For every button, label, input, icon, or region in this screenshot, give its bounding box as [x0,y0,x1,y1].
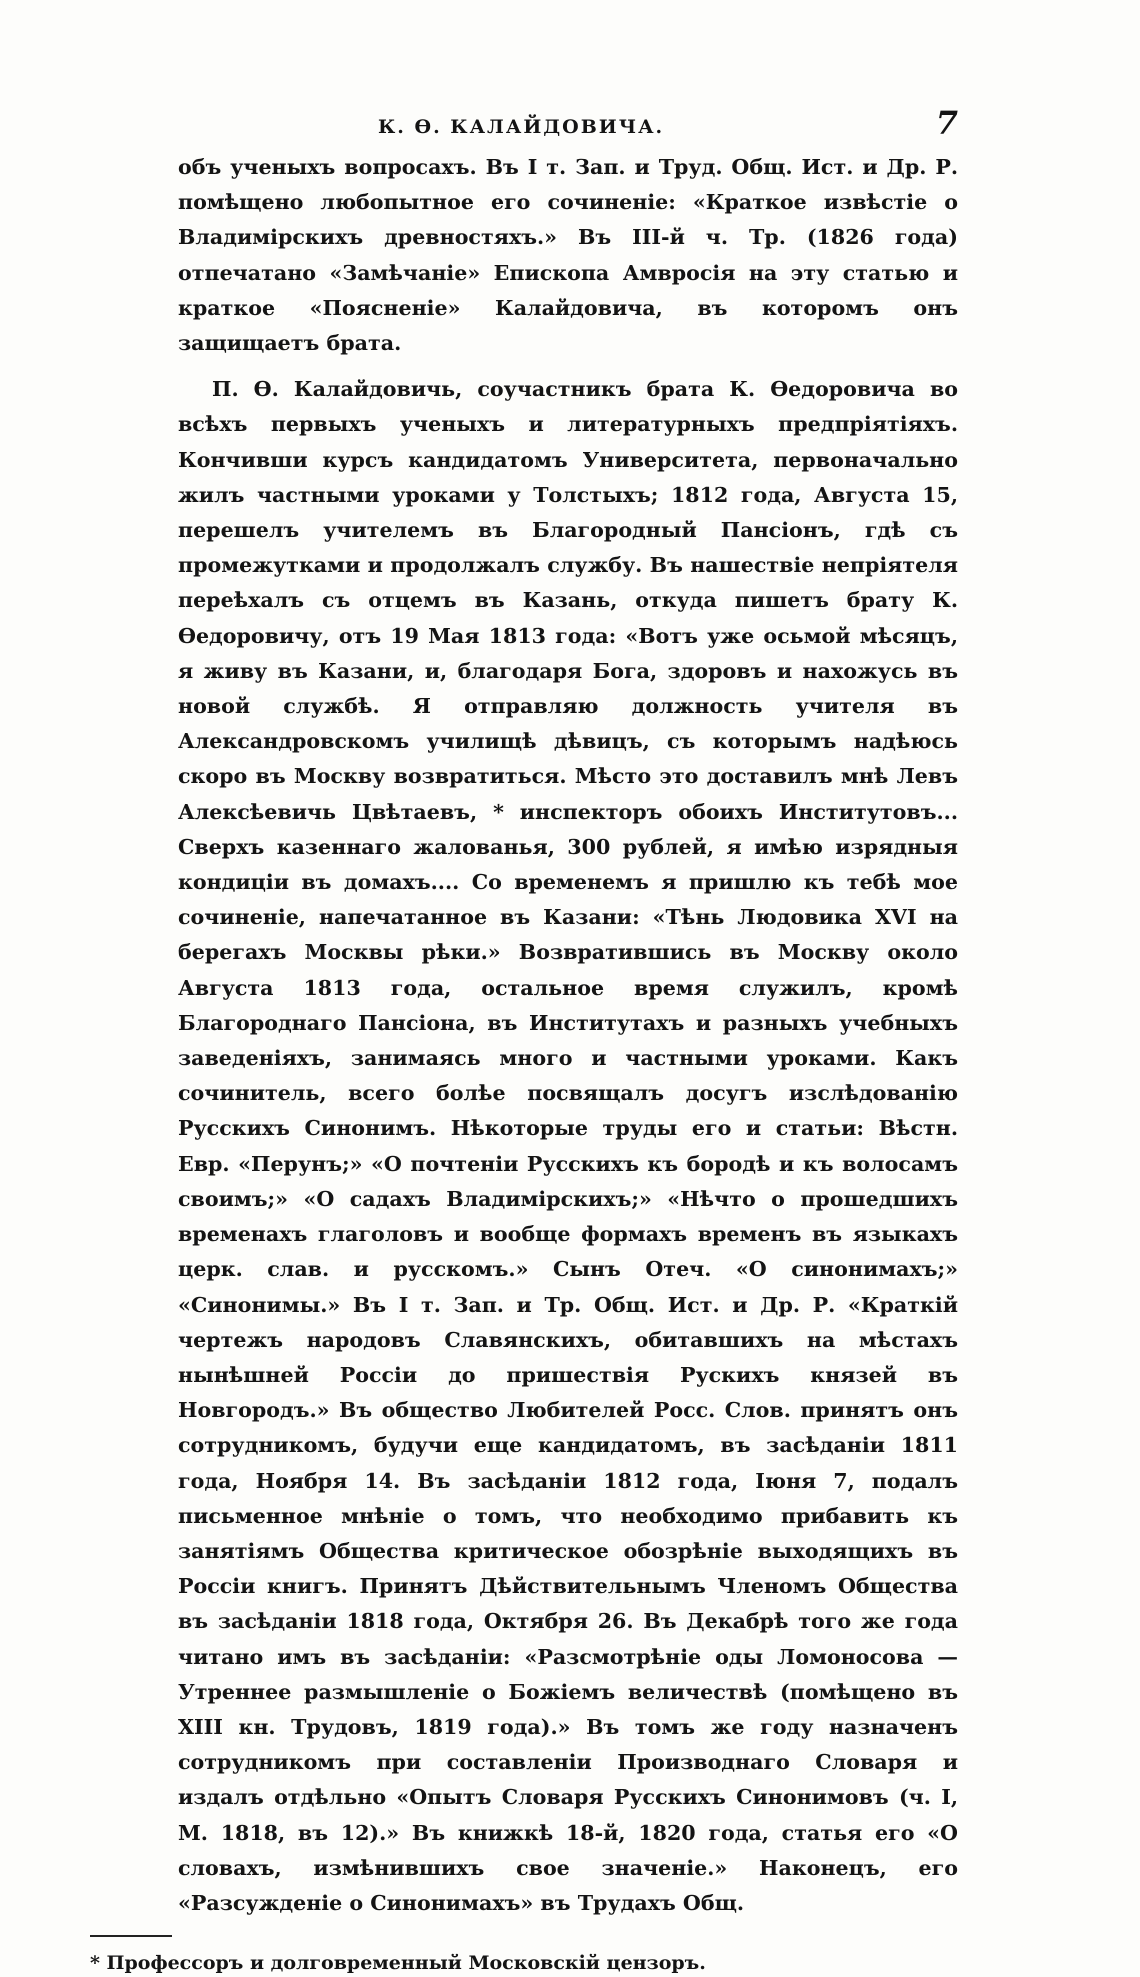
paragraph: объ ученыхъ вопросахъ. Въ I т. Зап. и Труд. Общ. Ист. и Др. Р. помѣщено любопытное его сочиненіе: «Краткое извѣстіе о Владимірскихъ древностяхъ.» Въ III-й ч. Тр. (1826 года) отпечатано «Замѣчаніе» Епископа Амвросія на эту статью и краткое «Поясненіе» Калайдовича, въ которомъ онъ защищаетъ брата. [178,155,958,356]
footnote-rule [90,1935,172,1937]
running-head [178,100,958,150]
body-text [178,150,958,1921]
page [90,100,958,1977]
running-title: К. Ѳ. КАЛАЙДОВИЧА. [378,116,665,138]
paragraph: П. Ѳ. Калайдовичь, соучастникъ брата К. Ѳедоровича во всѣхъ первыхъ ученыхъ и литературныхъ предпріятіяхъ. Кончивши курсъ кандидатомъ Университета, первоначально жилъ частными уроками у Толстыхъ; 1812 года, Августа 15, перешелъ учителемъ въ Благородный Пансіонъ, гдѣ съ промежутками и продолжалъ службу. Въ нашествіе непріятеля переѣхалъ съ отцемъ въ Казань, откуда пишетъ брату К. Ѳедоровичу, отъ 19 Мая 1813 года: «Вотъ уже осьмой мѣсяцъ, я живу въ Казани, и, благодаря Бога, здоровъ и нахожусь въ новой службѣ. Я отправляю должность учителя въ Александровскомъ училищѣ дѣвицъ, съ которымъ надѣюсь скоро въ Москву возвратиться. Мѣсто это доставилъ мнѣ Левъ Алексѣевичь Цвѣтаевъ, * инспекторъ обоихъ Институтовъ... Сверхъ казеннаго жалованья, 300 рублей, я имѣю изрядныя кондиціи въ домахъ.... Со временемъ я пришлю къ тебѣ мое сочиненіе, напечатанное въ Казани: «Тѣнь Людовика XVI на берегахъ Москвы рѣки.» Возвратившись въ Москву около Августа 1813 года, остальное время служилъ, кромѣ Благороднаго Пансіона, въ Институтахъ и разныхъ учебныхъ заведеніяхъ, занимаясь много и частными уроками. Какъ сочинитель, всего болѣе посвящалъ досугъ изслѣдованію Русскихъ Синонимъ. Нѣкоторые труды его и статьи: Вѣстн. Евр. «Перунъ;» «О почтеніи Русскихъ къ бородѣ и къ волосамъ своимъ;» «О садахъ Владимірскихъ;» «Нѣчто о прошедшихъ временахъ глаголовъ и вообще формахъ временъ въ языкахъ церк. слав. и русскомъ.» Сынъ Отеч. «О синонимахъ;» «Синонимы.» Въ I т. Зап. и Тр. Общ. Ист. и Др. Р. «Краткій чертежъ народовъ Славянскихъ, обитавшихъ на мѣстахъ нынѣшней Россіи до пришествія Рускихъ князей въ Новгородъ.» Въ общество Любителей Росс. Слов. принятъ онъ сотрудникомъ, будучи еще кандидатомъ, въ засѣданіи 1811 года, Ноября 14. Въ засѣданіи 1812 года, Іюня 7, подалъ письменное мнѣніе о томъ, что необходимо прибавить къ занятіямъ Общества критическое обозрѣніе выходящихъ въ Россіи книгъ. Принятъ Дѣйствительнымъ Членомъ Общества въ засѣданіи 1818 года, Октября 26. Въ Декабрѣ того же года читано имъ въ засѣданіи: «Разсмотрѣніе оды Ломоносова — Утреннее размышленіе о Божіемъ величествѣ (помѣщено въ XIII кн. Трудовъ, 1819 года).» Въ томъ же году назначенъ сотрудникомъ при составленіи Производнаго Словаря и издалъ отдѣльно «Опытъ Словаря Русскихъ Синонимовъ (ч. I, М. 1818, въ 12).» Въ книжкѣ 18-й, 1820 года, статья его «О словахъ, измѣнившихъ свое значеніе.» Наконецъ, его «Разсужденіе о Синонимахъ» въ Трудахъ Общ. [178,377,958,1915]
page-number: 7 [935,104,958,142]
footnote: * Профессоръ и долговременный Московскій цензоръ. [90,1952,706,1975]
